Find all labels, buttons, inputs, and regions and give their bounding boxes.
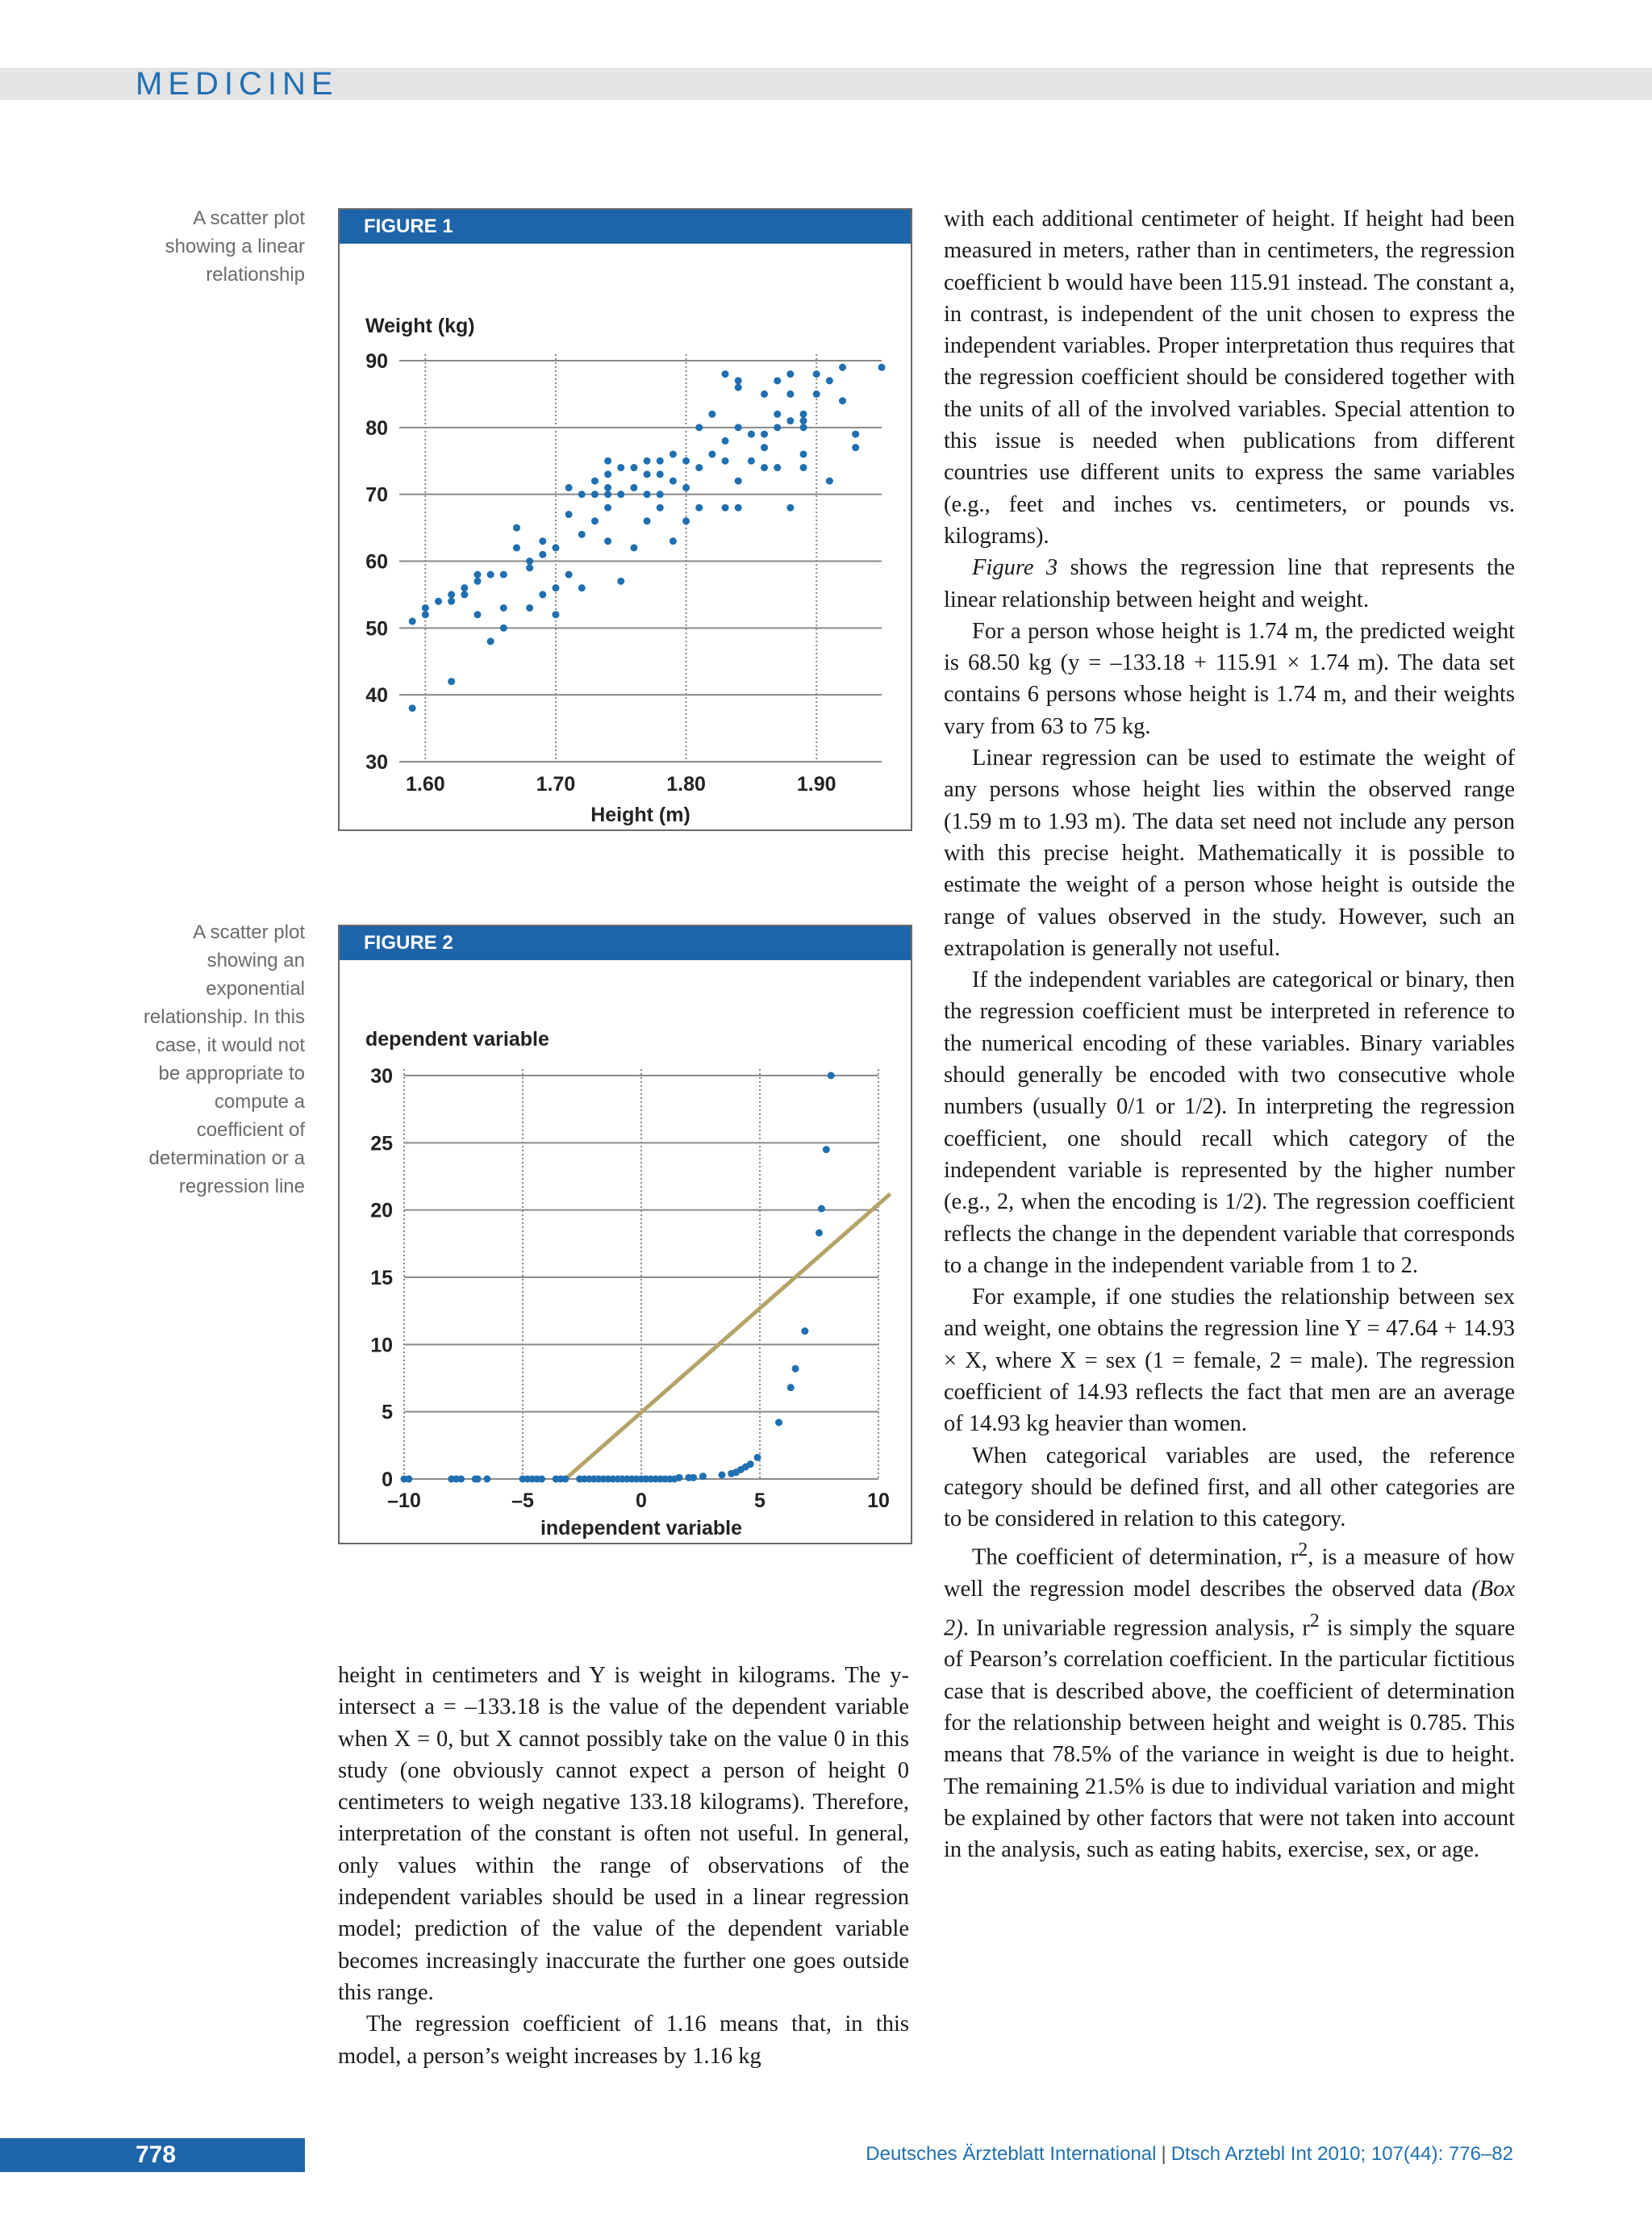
data-point — [538, 1476, 545, 1483]
x-axis-label: Height (m) — [590, 804, 690, 826]
data-point — [644, 457, 651, 465]
data-point — [786, 370, 794, 378]
data-point — [748, 431, 755, 438]
paragraph: Figure 3 shows the regression line that represents the linear relationship between height and weight. — [944, 555, 1515, 612]
y-tick-label: 40 — [365, 684, 388, 708]
right-text-column — [944, 203, 1515, 1865]
data-point — [718, 1472, 725, 1479]
data-point — [774, 464, 781, 471]
data-point — [604, 537, 611, 545]
figure-2-label: FIGURE 2 — [340, 926, 911, 960]
data-point — [604, 457, 611, 465]
data-point — [500, 604, 507, 612]
data-point — [670, 537, 677, 545]
page-number: 778 — [136, 2141, 177, 2168]
data-point — [800, 417, 807, 424]
paragraph: For a person whose height is 1.74 m, the predicted weight is 68.50 kg (y = –133.18 + 115.91 × 1.74 m). The data set contains 6 persons whose height is 1.74 m, and their weights vary from 63 to 75 kg. — [944, 618, 1515, 739]
y-tick-label: 20 — [370, 1199, 393, 1222]
data-point — [461, 584, 468, 591]
data-point — [801, 1327, 808, 1335]
data-point — [722, 370, 729, 378]
section-title: MEDICINE — [136, 66, 339, 102]
data-point — [526, 604, 533, 612]
regression-line — [565, 1194, 891, 1479]
box-reference: (Box 2) — [944, 1577, 1515, 1641]
paragraph: If the independent variables are categorical or binary, then the regression coefficient must be interpreted in reference to the numerical encoding of these variables. Binary variables should generally be encoded with two consecutive whole numbers (usually 0/1 or 1/2). In interpreting the regression coefficient, one should recall which category of the independent variable is represented by the higher number (e.g., 2, when the encoding is 1/2). The regression coefficient reflects the change in the dependent variable that corresponds to a change in the independent variable from 1 to 2. — [944, 967, 1515, 1278]
y-tick-label: 15 — [370, 1267, 393, 1289]
data-point — [657, 470, 664, 478]
data-point — [526, 558, 533, 565]
data-point — [448, 591, 455, 598]
data-point — [754, 1454, 761, 1461]
data-point — [839, 364, 846, 371]
data-point — [722, 504, 729, 512]
data-point — [644, 491, 651, 498]
data-point — [792, 1365, 799, 1372]
x-tick-label: 10 — [867, 1489, 890, 1512]
data-point — [670, 450, 677, 457]
journal-name: Deutsches Ärzteblatt International — [866, 2143, 1157, 2165]
data-point — [878, 364, 886, 371]
data-point — [487, 637, 494, 645]
x-tick-label: –10 — [387, 1489, 421, 1512]
data-point — [617, 491, 624, 498]
data-point — [591, 517, 599, 524]
data-point — [695, 424, 703, 431]
data-point — [682, 517, 690, 524]
data-point — [826, 377, 833, 384]
data-point — [786, 417, 794, 424]
data-point — [405, 1476, 412, 1483]
data-point — [483, 1476, 490, 1483]
data-point — [644, 470, 651, 478]
data-point — [435, 598, 442, 605]
paragraph: The coefficient of determination, $r^2$, is a measure of how well the regression model describes the observed data (Box 2). In univariable regression analysis, $r^2$ is simply the square of Pearson’s correlation coefficient. In the particular fictitious case that is described above, the coefficient of determination for the relationship between height and weight is 0.785. This means that 78.5% of the variance in weight is due to height. The remaining 21.5% is due to individual variation and might be explained by other factors that were not taken into account in the analysis, such as eating habits, exercise, sex, or age. — [944, 1539, 1516, 1863]
y-tick-label: 60 — [365, 550, 388, 574]
data-point — [722, 457, 729, 465]
y-tick-label: 0 — [382, 1468, 393, 1491]
separator: | — [1161, 2143, 1166, 2165]
y-axis-label: Weight (kg) — [365, 315, 475, 337]
figure-1 — [338, 208, 912, 831]
data-point — [565, 484, 573, 491]
x-tick-label: –5 — [511, 1489, 534, 1512]
data-point — [473, 571, 481, 579]
left-text-column — [338, 1660, 909, 2072]
data-point — [722, 437, 729, 445]
data-point — [552, 611, 559, 618]
data-point — [690, 1474, 697, 1481]
data-point — [422, 611, 429, 618]
data-point — [604, 484, 611, 491]
data-point — [473, 611, 481, 618]
data-point — [591, 478, 599, 485]
data-point — [735, 384, 742, 391]
data-point — [630, 464, 637, 471]
data-point — [474, 1476, 482, 1483]
data-point — [561, 1476, 569, 1483]
data-point — [828, 1072, 835, 1080]
data-point — [800, 424, 807, 431]
data-point — [657, 491, 664, 498]
figure-1-caption: A scatter plot showing a linear relationship — [165, 207, 305, 286]
data-point — [786, 504, 794, 512]
data-point — [500, 625, 507, 632]
data-point — [578, 531, 586, 538]
data-point — [761, 464, 768, 471]
data-point — [735, 424, 742, 431]
x-axis-label: independent variable — [540, 1517, 743, 1539]
figure-2-caption: A scatter plot showing an exponential relationship. In this case, it would not be appropriate to compute a coefficient of determination or a regression line — [143, 921, 305, 1197]
data-point — [708, 411, 715, 418]
paragraph: height in centimeters and Y is weight in kilograms. The y-intersect a = –133.18 is the value of the dependent variable when X = 0, but X cannot possibly take on the value 0 in this study (one obviously cannot expect a person of height 0 centimeters to weigh negative 133.18 kilograms). Therefore, interpretation of the constant is often not useful. In general, only values within the range of observations of the independent variables should be used in a linear regression model; prediction of the value of the dependent variable becomes increasingly inaccurate the further one goes outside this range. — [338, 1663, 909, 2005]
data-point — [735, 377, 742, 384]
data-point — [409, 704, 416, 712]
y-tick-label: 30 — [365, 751, 388, 774]
x-tick-label: 1.60 — [405, 773, 445, 796]
figure-2 — [338, 925, 912, 1544]
data-point — [682, 484, 690, 491]
data-point — [826, 478, 833, 485]
paragraph: For example, if one studies the relationship between sex and weight, one obtains the regression line Y = 47.64 + 14.93 × X, where X = sex (1 = female, 2 = male). The regression coefficient of 14.93 reflects the fact that men are an average of 14.93 kg heavier than women. — [944, 1285, 1515, 1437]
data-point — [670, 478, 677, 485]
y-axis-label: dependent variable — [365, 1028, 549, 1051]
data-point — [604, 470, 611, 478]
data-point — [617, 578, 624, 585]
data-point — [747, 1460, 754, 1468]
data-point — [630, 544, 637, 551]
data-point — [409, 618, 416, 625]
y-tick-label: 30 — [370, 1065, 393, 1088]
data-point — [761, 391, 768, 398]
data-point — [552, 544, 559, 551]
data-point — [513, 544, 520, 551]
data-point — [852, 444, 859, 451]
data-point — [818, 1205, 825, 1213]
data-point — [735, 478, 742, 485]
data-point — [578, 491, 586, 498]
data-point — [695, 464, 703, 471]
data-point — [676, 1474, 683, 1481]
data-point — [604, 504, 611, 512]
data-point — [513, 524, 520, 532]
data-point — [422, 604, 429, 612]
data-point — [735, 504, 742, 512]
citation: Dtsch Arztebl Int 2010; 107(44): 776–82 — [1170, 2143, 1513, 2165]
data-point — [473, 578, 481, 585]
data-point — [823, 1146, 830, 1153]
data-point — [852, 431, 859, 438]
figure-1-scatter-chart — [340, 244, 911, 828]
data-point — [800, 450, 807, 457]
data-point — [813, 391, 820, 398]
data-point — [461, 591, 468, 598]
y-tick-label: 70 — [365, 483, 388, 507]
data-point — [813, 370, 820, 378]
data-point — [604, 491, 611, 498]
y-tick-label: 25 — [370, 1132, 393, 1155]
data-point — [578, 584, 586, 591]
y-tick-label: 5 — [382, 1401, 393, 1424]
data-point — [786, 391, 794, 398]
data-point — [800, 411, 807, 418]
y-tick-label: 10 — [370, 1334, 393, 1357]
paragraph: with each additional centimeter of height. If height had been measured in meters, rather than in centimeters, the regression coefficient b would have been 115.91 instead. The constant a, in contrast, is independent of the unit chosen to express the independent variables. Proper interpretation thus requires that the regression coefficient should be considered together with the units of all of the involved variables. Special attention to this issue is needed when publications from different countries use different units to express the same variables (e.g., feet and inches vs. centimeters, or pounds vs. kilograms). — [944, 207, 1515, 549]
data-point — [774, 377, 781, 384]
data-point — [617, 464, 624, 471]
paragraph: The regression coefficient of 1.16 means that, in this model, a person’s weight increases by 1.16 kg — [338, 2012, 909, 2069]
paragraph: Linear regression can be used to estimate the weight of any persons whose height lies within the observed range (1.59 m to 1.93 m). The data set need not include any person with this precise height. Mathematically it is possible to estimate the weight of a person whose height is outside the range of values observed in the study. However, such an extrapolation is generally not useful. — [944, 746, 1515, 961]
data-point — [657, 504, 664, 512]
data-point — [539, 551, 546, 558]
data-point — [775, 1419, 782, 1427]
data-point — [487, 571, 494, 579]
data-point — [787, 1384, 795, 1391]
x-tick-label: 1.80 — [666, 773, 706, 796]
data-point — [761, 431, 768, 438]
figure-reference: Figure 3 — [972, 555, 1058, 581]
data-point — [682, 457, 690, 465]
x-tick-label: 1.70 — [536, 773, 576, 796]
data-point — [699, 1473, 707, 1480]
data-point — [774, 424, 781, 431]
data-point — [526, 564, 533, 571]
y-tick-label: 50 — [365, 617, 388, 641]
data-point — [565, 571, 573, 579]
data-point — [457, 1476, 465, 1483]
x-tick-label: 1.90 — [796, 773, 836, 796]
data-point — [539, 537, 546, 545]
data-point — [630, 484, 637, 491]
data-point — [539, 591, 546, 598]
y-tick-label: 80 — [365, 416, 388, 440]
x-tick-label: 0 — [636, 1489, 647, 1512]
y-tick-label: 90 — [365, 350, 388, 373]
data-point — [448, 678, 455, 685]
x-tick-label: 5 — [754, 1489, 766, 1512]
data-point — [761, 444, 768, 451]
data-point — [708, 450, 715, 457]
data-point — [448, 598, 455, 605]
data-point — [591, 491, 599, 498]
data-point — [565, 511, 573, 518]
data-point — [748, 457, 755, 465]
data-point — [839, 397, 846, 404]
data-point — [695, 504, 703, 512]
data-point — [657, 457, 664, 465]
figure-1-label: FIGURE 1 — [340, 210, 911, 244]
journal-citation — [866, 2143, 1513, 2166]
data-point — [774, 411, 781, 418]
figure-2-scatter-chart — [340, 960, 911, 1541]
data-point — [500, 571, 507, 579]
data-point — [800, 464, 807, 471]
data-point — [816, 1230, 823, 1237]
data-point — [552, 584, 559, 591]
data-point — [644, 517, 651, 524]
paragraph: When categorical variables are used, the reference category should be defined first, and all other categories are to be considered in relation to this category. — [944, 1443, 1515, 1532]
